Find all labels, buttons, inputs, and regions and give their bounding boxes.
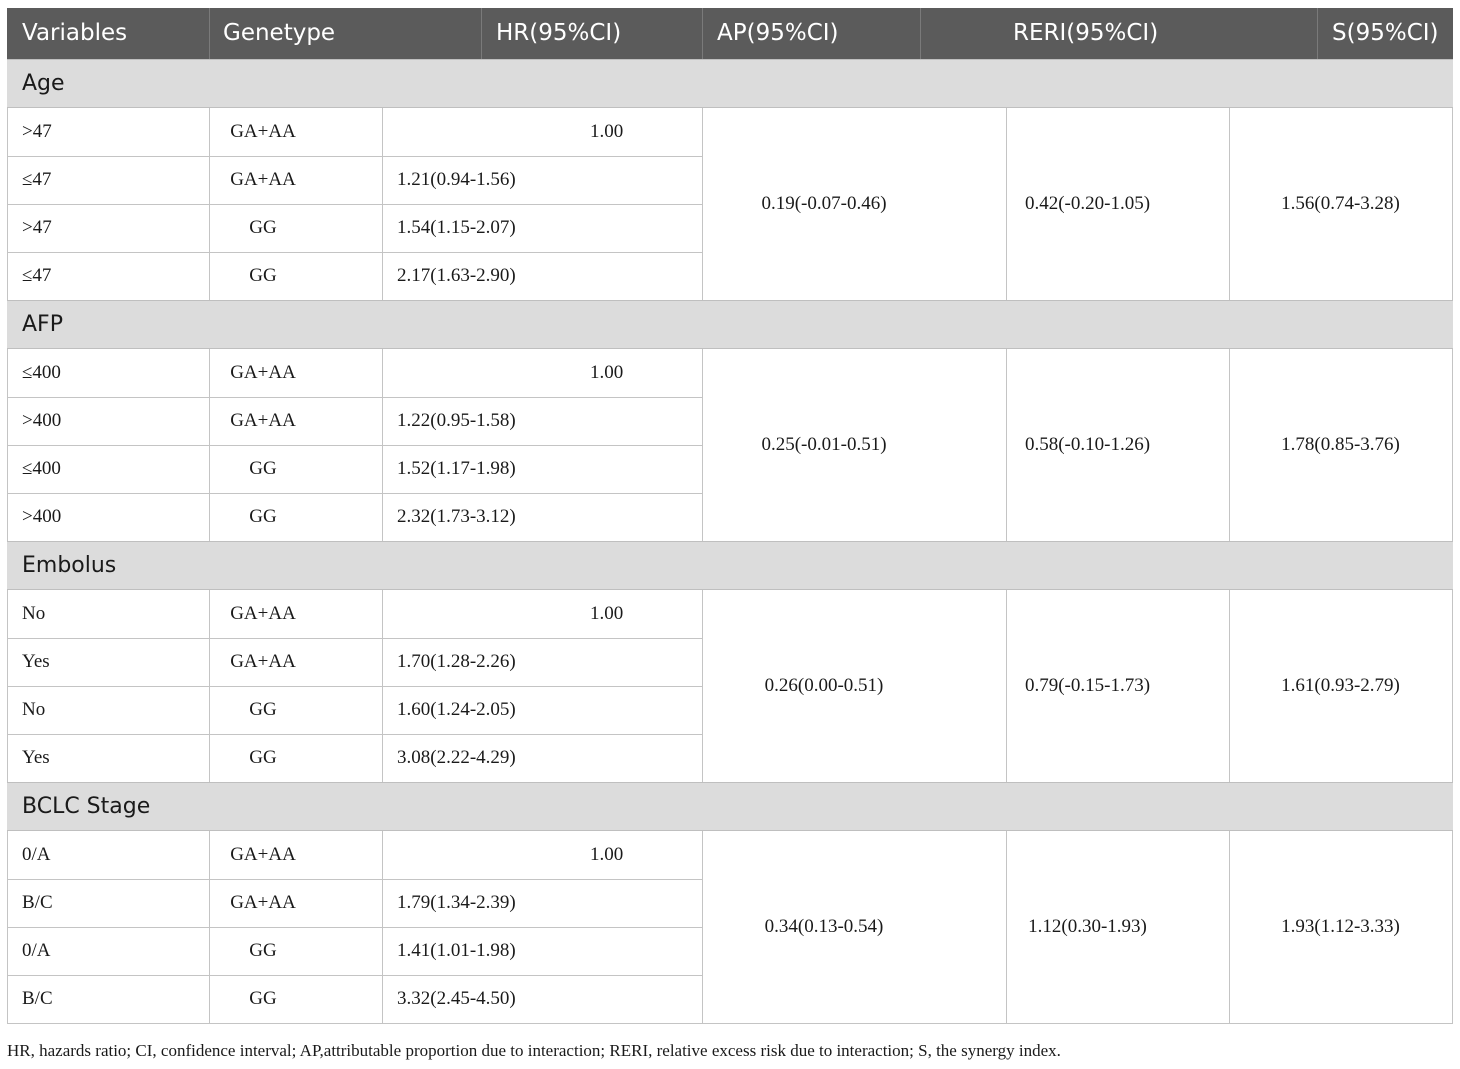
cell-genetype: GA+AA xyxy=(230,121,296,142)
cell-variable: 0/A xyxy=(22,940,51,961)
grid-line xyxy=(7,927,702,928)
grid-line xyxy=(1452,831,1453,1023)
cell-reri: 0.58(-0.10-1.26) xyxy=(1024,434,1151,455)
header-reri: RERI(95%CI) xyxy=(1013,20,1159,46)
cell-hr: 1.41(1.01-1.98) xyxy=(397,940,516,961)
section-row xyxy=(7,541,1453,590)
cell-genetype: GA+AA xyxy=(230,169,296,190)
cell-hr: 1.22(0.95-1.58) xyxy=(397,410,516,431)
cell-variable: No xyxy=(22,699,46,720)
grid-line xyxy=(7,686,702,687)
cell-variable: B/C xyxy=(22,988,53,1009)
grid-line xyxy=(1452,590,1453,782)
cell-variable: Yes xyxy=(22,651,50,672)
header-divider xyxy=(209,8,210,59)
cell-genetype: GA+AA xyxy=(230,410,296,431)
cell-s: 1.56(0.74-3.28) xyxy=(1281,193,1400,214)
cell-genetype: GA+AA xyxy=(230,651,296,672)
grid-line xyxy=(7,1023,1453,1024)
grid-line xyxy=(1452,349,1453,541)
cell-variable: ≤400 xyxy=(22,458,61,479)
cell-hr: 1.00 xyxy=(590,603,624,624)
cell-variable: >47 xyxy=(22,121,52,142)
cell-genetype: GA+AA xyxy=(230,844,296,865)
cell-ap: 0.19(-0.07-0.46) xyxy=(761,193,887,214)
cell-variable: >47 xyxy=(22,217,52,238)
cell-genetype: GG xyxy=(249,506,277,527)
cell-hr: 1.54(1.15-2.07) xyxy=(397,217,516,238)
table-header xyxy=(7,8,1453,59)
cell-s: 1.78(0.85-3.76) xyxy=(1281,434,1400,455)
header-genetype: Genetype xyxy=(223,20,336,46)
grid-line xyxy=(7,204,702,205)
cell-genetype: GG xyxy=(249,458,277,479)
cell-hr: 1.00 xyxy=(590,121,624,142)
cell-genetype: GA+AA xyxy=(230,892,296,913)
grid-line xyxy=(7,975,702,976)
cell-hr: 1.00 xyxy=(590,844,624,865)
grid-line xyxy=(7,156,702,157)
header-hr: HR(95%CI) xyxy=(496,20,622,46)
cell-reri: 0.42(-0.20-1.05) xyxy=(1024,193,1151,214)
section-title: Age xyxy=(22,71,65,96)
section-title: BCLC Stage xyxy=(22,794,151,819)
table-footnote: HR, hazards ratio; CI, confidence interval; AP,attributable proportion due to interaction; RERI, relative excess risk due to interaction; S, the synergy index. xyxy=(7,1041,1061,1060)
cell-genetype: GA+AA xyxy=(230,603,296,624)
section-row xyxy=(7,782,1453,831)
cell-s: 1.93(1.12-3.33) xyxy=(1281,916,1400,937)
grid-line xyxy=(7,397,702,398)
results-table xyxy=(7,8,1453,1032)
cell-reri: 0.79(-0.15-1.73) xyxy=(1024,675,1151,696)
header-divider xyxy=(702,8,703,59)
cell-genetype: GG xyxy=(249,699,277,720)
header-divider xyxy=(481,8,482,59)
cell-genetype: GA+AA xyxy=(230,362,296,383)
cell-variable: ≤47 xyxy=(22,169,52,190)
section-row xyxy=(7,300,1453,349)
cell-variable: 0/A xyxy=(22,844,51,865)
cell-genetype: GG xyxy=(249,265,277,286)
cell-variable: ≤400 xyxy=(22,362,61,383)
header-ap: AP(95%CI) xyxy=(717,20,839,46)
header-s: S(95%CI) xyxy=(1332,20,1439,46)
cell-hr: 1.21(0.94-1.56) xyxy=(397,169,516,190)
header-variables: Variables xyxy=(22,20,128,46)
cell-hr: 3.32(2.45-4.50) xyxy=(397,988,516,1009)
header-divider xyxy=(1317,8,1318,59)
cell-hr: 2.17(1.63-2.90) xyxy=(397,265,516,286)
cell-genetype: GG xyxy=(249,217,277,238)
grid-line xyxy=(7,493,702,494)
cell-hr: 2.32(1.73-3.12) xyxy=(397,506,516,527)
cell-variable: No xyxy=(22,603,46,624)
grid-line xyxy=(7,252,702,253)
section-title: AFP xyxy=(22,312,63,337)
cell-variable: >400 xyxy=(22,410,62,431)
cell-genetype: GG xyxy=(249,940,277,961)
section-row xyxy=(7,59,1453,108)
cell-variable: B/C xyxy=(22,892,53,913)
cell-hr: 1.00 xyxy=(590,362,624,383)
cell-variable: ≤47 xyxy=(22,265,52,286)
cell-reri: 1.12(0.30-1.93) xyxy=(1028,916,1147,937)
cell-hr: 1.52(1.17-1.98) xyxy=(397,458,516,479)
grid-line xyxy=(7,734,702,735)
cell-hr: 1.60(1.24-2.05) xyxy=(397,699,516,720)
cell-genetype: GG xyxy=(249,988,277,1009)
cell-ap: 0.25(-0.01-0.51) xyxy=(761,434,887,455)
cell-hr: 1.70(1.28-2.26) xyxy=(397,651,516,672)
grid-line xyxy=(1452,108,1453,300)
section-title: Embolus xyxy=(22,553,117,578)
cell-genetype: GG xyxy=(249,747,277,768)
cell-s: 1.61(0.93-2.79) xyxy=(1281,675,1400,696)
cell-hr: 1.79(1.34-2.39) xyxy=(397,892,516,913)
grid-line xyxy=(7,879,702,880)
cell-hr: 3.08(2.22-4.29) xyxy=(397,747,516,768)
cell-variable: >400 xyxy=(22,506,62,527)
cell-variable: Yes xyxy=(22,747,50,768)
cell-ap: 0.34(0.13-0.54) xyxy=(764,916,884,937)
grid-line xyxy=(7,445,702,446)
cell-ap: 0.26(0.00-0.51) xyxy=(764,675,884,696)
header-divider xyxy=(920,8,921,59)
grid-line xyxy=(7,638,702,639)
